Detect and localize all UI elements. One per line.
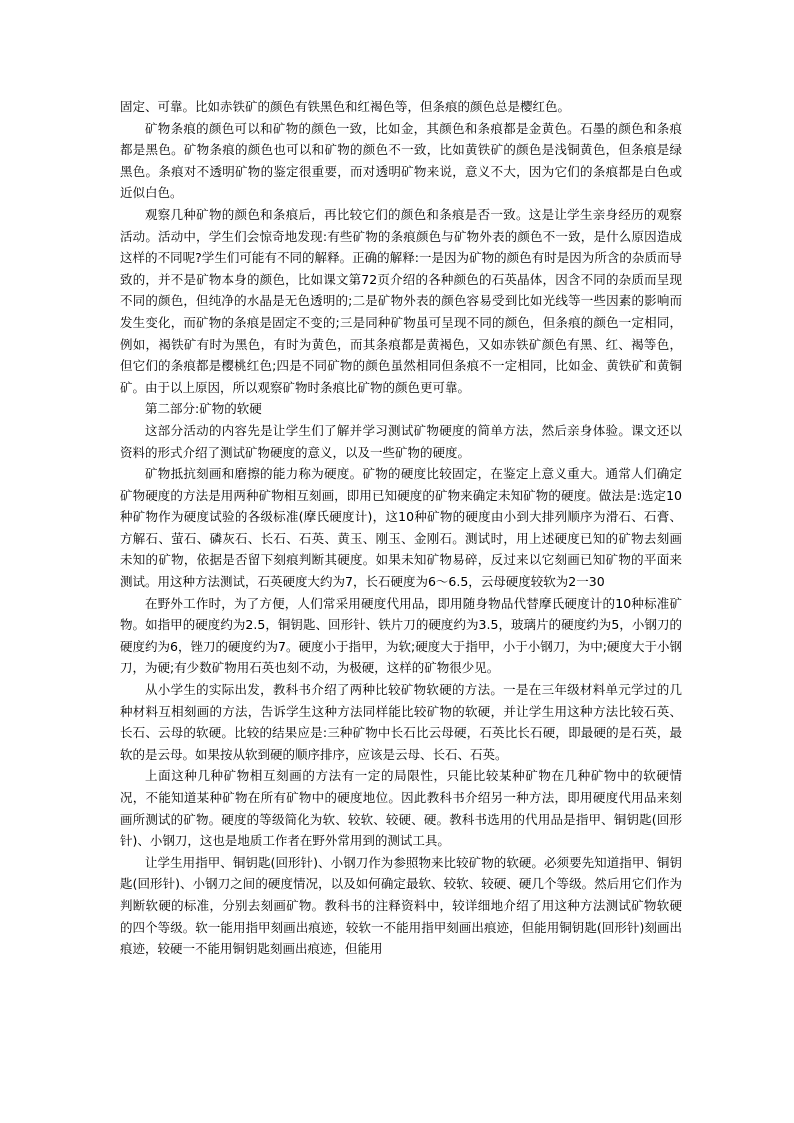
paragraph-hardness-intro: 这部分活动的内容先是让学生们了解并学习测试矿物硬度的简单方法，然后亲身体验。课文还以资料的形式介绍了测试矿物硬度的意义，以及一些矿物的硬度。 (120, 422, 682, 460)
paragraph-mohs-scale: 矿物抵抗刻画和磨擦的能力称为硬度。矿物的硬度比较固定，在鉴定上意义重大。通常人们确定矿物硬度的方法是用两种矿物相互刻画，即用已知硬度的矿物来确定未知矿物的硬度。做法是:选定10种矿物作为硬度试验的各级标准(摩氏硬度计)，这10种矿物的硬度由小到大排列顺序为滑石、石膏、方解石、萤石、磷灰石、长石、石英、黄玉、刚玉、金刚石。测试时，用上述硬度已知的矿物去刻画未知的矿物，依据是否留下刻痕判断其硬度。如果未知矿物易碎，反过来以它刻画已知矿物的平面来测试。用这种方法测试，石英硬度大约为7，长石硬度为6～6.5，云母硬度较软为2一30 (120, 466, 682, 590)
paragraph-field-substitutes: 在野外工作时，为了方便，人们常采用硬度代用品，即用随身物品代替摩氏硬度计的10种标准矿物。如指甲的硬度约为2.5，铜钥匙、回形针、铁片刀的硬度约为3.5，玻璃片的硬度约为5，小钢刀的硬度约为6，锉刀的硬度约为7。硬度小于指甲，为软;硬度大于指甲，小于小钢刀，为中;硬度大于小钢刀，为硬;有少数矿物用石英也刻不动，为极硬，这样的矿物很少见。 (120, 595, 682, 676)
paragraph-continued: 固定、可靠。比如赤铁矿的颜色有铁黑色和红褐色等，但条痕的颜色总是樱红色。 (120, 99, 571, 114)
paragraph-streak-color: 矿物条痕的颜色可以和矿物的颜色一致，比如金，其颜色和条痕都是金黄色。石墨的颜色和条痕都是黑色。矿物条痕的颜色也可以和矿物的颜色不一致，比如黄铁矿的颜色是浅铜黄色，但条痕是绿黑色。条痕对不透明矿物的鉴定很重要，而对透明矿物来说，意义不大，因为它们的条痕都是白色或近似白色。 (120, 120, 682, 201)
paragraph-observe-streak: 观察几种矿物的颜色和条痕后，再比较它们的颜色和条痕是否一致。这是让学生亲身经历的观察活动。活动中，学生们会惊奇地发现:有些矿物的条痕颜色与矿物外表的颜色不一致，是什么原因造成这样的不同呢?学生们可能有不同的解释。正确的解释:一是因为矿物的颜色有时是因为所含的杂质而导致的，并不是矿物本身的颜色，比如课文第72页介绍的各种颜色的石英晶体，因含不同的杂质而呈现不同的颜色，但纯净的水晶是无色透明的;二是矿物外表的颜色容易受到比如光线等一些因素的影响而发生变化，而矿物的条痕是固定不变的;三是同种矿物虽可呈现不同的颜色，但条痕的颜色一定相同，例如，褐铁矿有时为黑色，有时为黄色，而其条痕都是黄褐色，又如赤铁矿颜色有黑、红、褐等色，但它们的条痕都是樱桃红色;四是不同矿物的颜色虽然相同但条痕不一定相同，比如金、黄铁矿和黄铜矿。由于以上原因，所以观察矿物时条痕比矿物的颜色更可靠。 (120, 206, 682, 395)
document-page (120, 96, 682, 960)
paragraph-reference-tools: 让学生用指甲、铜钥匙(回形针)、小钢刀作为参照物来比较矿物的软硬。必须要先知道指甲、铜钥匙(回形针)、小钢刀之间的硬度情况，以及如何确定最软、较软、较硬、硬几个等级。然后用它们作为判断软硬的标准，分别去刻画矿物。教科书的注释资料中，较详细地介绍了用这种方法测试矿物软硬的四个等级。软一能用指甲刻画出痕迹，较软一不能用指甲刻画出痕迹，但能用铜钥匙(回形针)刻画出痕迹，较硬一不能用铜钥匙刻画出痕迹，但能用 (120, 854, 682, 957)
paragraph-method-limits: 上面这种几种矿物相互刻画的方法有一定的局限性，只能比较某种矿物在几种矿物中的软硬情况，不能知道某种矿物在所有矿物中的硬度地位。因此教科书介绍另一种方法，即用硬度代用品来刻画所测试的矿物。硬度的等级简化为软、较软、较硬、硬。教科书选用的代用品是指甲、铜钥匙(回形针)、小钢刀，这也是地质工作者在野外常用到的测试工具。 (120, 768, 682, 849)
section-heading-hardness: 第二部分:矿物的软硬 (145, 401, 262, 417)
paragraph-two-methods: 从小学生的实际出发，教科书介绍了两种比较矿物软硬的方法。一是在三年级材料单元学过的几种材料互相刻画的方法，告诉学生这种方法同样能比较矿物的软硬，并让学生用这种方法比较石英、长石、云母的软硬。比较的结果应是:三种矿物中长石比云母硬，石英比长石硬，即最硬的是石英，最软的是云母。如果按从软到硬的顺序排序，应该是云母、长石、石英。 (120, 682, 682, 762)
